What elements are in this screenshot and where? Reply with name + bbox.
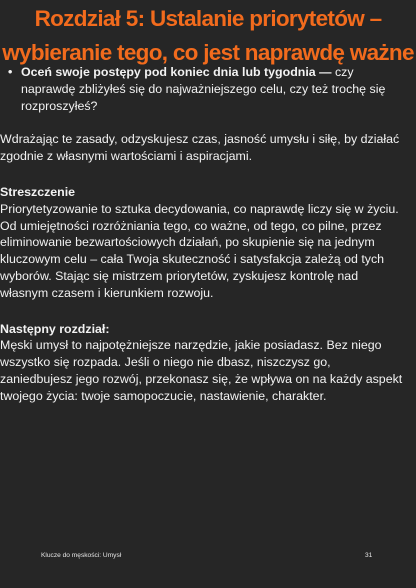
next-chapter-heading: Następny rozdział: [0,321,110,336]
bullet-bold-text: Oceń swoje postępy pod koniec dnia lub tygodnia — [21,65,332,79]
bullet-text-container [21,64,406,114]
chapter-title [0,2,416,70]
bullet-marker: • [8,65,13,79]
chapter-title-line-1: Rozdział 5: Ustalanie priorytetów – [34,6,382,31]
bullet-text: czy naprawdę zbliżyłeś się do najważniejszego celu, czy też trochę się rozproszyłeś? [21,65,386,113]
footer-book-title: Klucze do męskości: Umysł [41,552,122,559]
bullet-item [0,64,406,114]
page-content [0,64,406,405]
summary-heading: Streszczenie [0,184,76,199]
chapter-title-line-2: wybieranie tego, co jest naprawdę ważne [2,40,414,65]
page-number: 31 [365,552,373,559]
summary-paragraph: Priorytetyzowanie to sztuka decydowania, co naprawdę liczy się w życiu. Od umiejętności rozróżniania tego, co ważne, od tego, co pilne, przez eliminowanie bezwartościowych działań, po skupienie się na jednym kluczowym celu – cała Twoja skuteczność i satysfakcja zależą od tych wyborów. Stając się mistrzem priorytetów, zyskujesz kontrolę nad własnym czasem i kierunkiem rozwoju. [0,201,399,300]
intro-paragraph: Wdrażając te zasady, odzyskujesz czas, jasność umysłu i siłę, by działać zgodnie z własnymi wartościami i aspiracjami. [0,132,400,164]
next-chapter-paragraph: Męski umysł to najpotężniejsze narzędzie, jakie posiadasz. Bez niego wszystko się rozpada. Jeśli o niego nie dbasz, niszczysz go, zaniedbujesz jego rozwój, przekonasz się, że wpływa on na każdy aspekt twojego życia: twoje samopoczucie, nastawienie, charakter. [0,338,403,403]
